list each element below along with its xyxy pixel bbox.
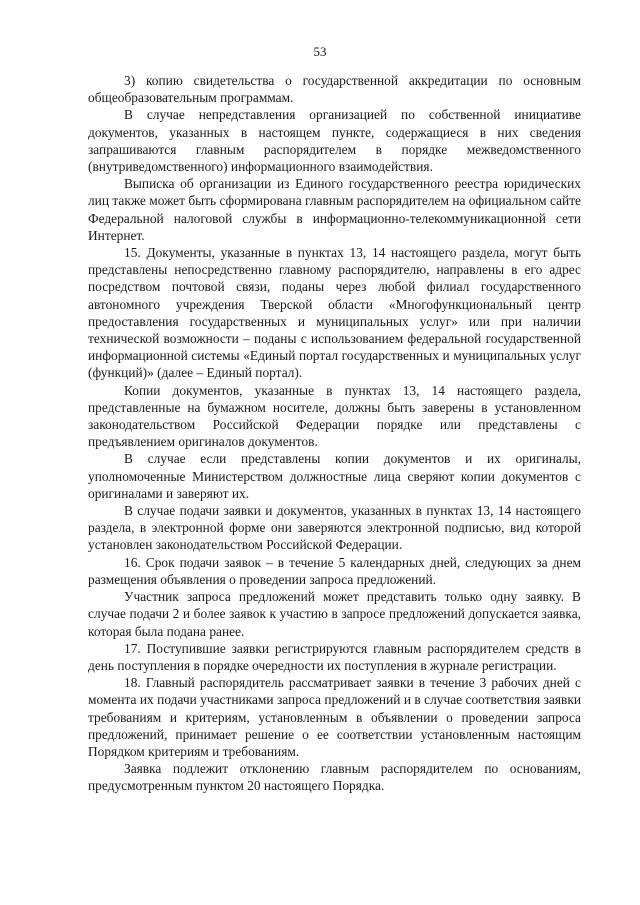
paragraph: Заявка подлежит отклонению главным распорядителем по основаниям, предусмотренным пунктом 20 настоящего Порядка.: [88, 761, 581, 794]
paragraph: В случае подачи заявки и документов, указанных в пунктах 13, 14 настоящего раздела, в электронной форме они заверяются электронной подписью, вид которой установлен законодательством Российской Федерации.: [88, 503, 581, 553]
paragraph: В случае непредставления организацией по собственной инициативе документов, указанных в настоящем пункте, содержащиеся в них сведения запрашиваются главным распорядителем в порядке межведомственного (внутриведомственного) информационного взаимодействия.: [88, 107, 581, 175]
paragraph: В случае если представлены копии документов и их оригиналы, уполномоченные Министерством должностные лица сверяют копии документов с оригиналами и заверяют их.: [88, 451, 581, 501]
paragraph: 18. Главный распорядитель рассматривает заявки в течение 3 рабочих дней с момента их подачи участниками запроса предложений и в случае соответствия заявки требованиям и критериям, установленным в объявлении о проведении запроса предложений, принимает решение о ее соответствии установленным настоящим Порядком критериям и требованиям.: [88, 675, 581, 759]
paragraph: 15. Документы, указанные в пунктах 13, 14 настоящего раздела, могут быть представлены непосредственно главному распорядителю, направлены в его адрес посредством почтовой связи, поданы через любой филиал государственного автономного учреждения Тверской области «Многофункциональный центр предоставления государственных и муниципальных услуг» или при наличии технической возможности – поданы с использованием федеральной государственной информационной системы «Единый портал государственных и муниципальных услуг (функций)» (далее – Единый портал).: [88, 245, 581, 381]
paragraph: Выписка об организации из Единого государственного реестра юридических лиц также может быть сформирована главным распорядителем на официальном сайте Федеральной налоговой службы в информационно-телекоммуникационной сети Интернет.: [88, 176, 581, 243]
paragraph: Копии документов, указанные в пунктах 13, 14 настоящего раздела, представленные на бумажном носителе, должны быть заверены в установленном законодательством Российской Федерации порядке или представлены с предъявлением оригиналов документов.: [88, 382, 581, 450]
paragraph: 17. Поступившие заявки регистрируются главным распорядителем средств в день поступления в порядке очередности их поступления в журнале регистрации.: [88, 640, 581, 673]
paragraph: Участник запроса предложений может представить только одну заявку. В случае подачи 2 и более заявок к участию в запросе предложений допускается заявка, которая была подана ранее.: [88, 589, 581, 639]
page-number: 53: [313, 44, 327, 59]
document-body: [88, 72, 581, 795]
paragraph: 3) копию свидетельства о государственной аккредитации по основным общеобразовательным программам.: [88, 73, 581, 106]
paragraph: 16. Срок подачи заявок – в течение 5 календарных дней, следующих за днем размещения объявления о проведении запроса предложений.: [88, 554, 581, 587]
